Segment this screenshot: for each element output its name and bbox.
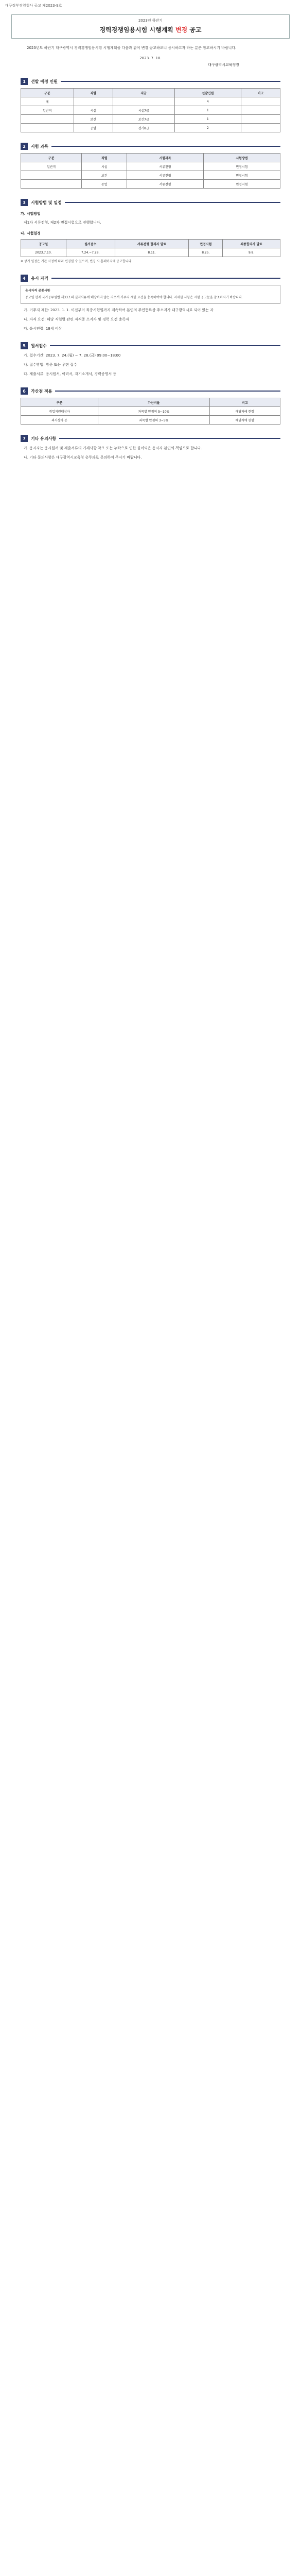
table-cell: 공업: [82, 180, 127, 189]
table-cell: 면접시험: [203, 171, 280, 180]
section-5-header: [21, 342, 280, 349]
table-cell: 8.11.: [115, 248, 189, 257]
section-7-header: [21, 435, 280, 442]
table-cell: 의사상자 등: [21, 416, 98, 425]
title-subtitle: 2023년 하반기: [138, 19, 163, 23]
title-box: [11, 14, 290, 39]
table-cell: 면접시험: [203, 162, 280, 171]
table-cell: 시설: [74, 106, 113, 115]
table-header: 면접시험: [189, 240, 223, 248]
section-number: 5: [21, 342, 28, 349]
table-row: [21, 124, 280, 132]
section-title: 가산점 적용: [31, 388, 52, 394]
list-item: 가. 응시자는 응시원서 및 제출서류의 기재사항 착오 또는 누락으로 인한 불이익은 응시자 본인의 책임으로 합니다.: [24, 446, 202, 450]
table-cell: [241, 115, 280, 124]
table-header: 선발인원: [174, 89, 241, 97]
schedule-table: [21, 239, 280, 257]
box-title: 응시자격 공통사항: [25, 289, 50, 293]
table-cell: 보건7급: [113, 115, 174, 124]
table-cell: 보건: [74, 115, 113, 124]
table-header: 직급: [113, 89, 174, 97]
method-text: 제1차 서류전형, 제2차 면접시험으로 진행합니다.: [24, 221, 101, 225]
table-cell: 2: [174, 124, 241, 132]
table-header: 시험과목: [127, 154, 204, 162]
section-6: [21, 387, 280, 425]
bonus-table: [21, 398, 280, 425]
table-header: 직렬: [74, 89, 113, 97]
section-number: 6: [21, 387, 28, 395]
table-header: 비고: [209, 398, 280, 407]
table-header: 시험방법: [203, 154, 280, 162]
box-text: 공고일 현재 국가공무원법 제33조의 결격사유에 해당하지 않는 자로서 거주지 제한 요건을 충족하여야 합니다. 자세한 사항은 시험 공고문을 참조하시기 바랍니다.: [25, 296, 243, 299]
doc-number: 대구정부경영청사 공고 제2023-9호: [5, 4, 62, 8]
section-rule: [50, 345, 280, 346]
intro-paragraph: 2023년도 하반기 대구광역시 경력경쟁임용시험 시행계획을 다음과 같이 변경 공고하오니 응시하고자 하는 분은 참고하시기 바랍니다.: [27, 46, 237, 50]
subsection-title: 가. 시험방법: [21, 212, 41, 216]
list-item: 나. 자격 요건: 해당 직렬별 관련 자격증 소지자 및 경력 요건 충족자: [24, 317, 129, 321]
table-header: 구분: [21, 154, 82, 162]
selection-table: [21, 88, 280, 132]
section-1: [21, 78, 280, 132]
notice-date: 2023. 7. 10.: [139, 56, 162, 60]
table-cell: 서류전형: [127, 180, 204, 189]
intro: [21, 45, 280, 51]
section-4-header: [21, 275, 280, 282]
section-title: 시험 과목: [31, 144, 48, 149]
table-header: 최종합격자 발표: [223, 240, 280, 248]
section-1-header: [21, 78, 280, 85]
table-cell: [241, 97, 280, 106]
section-title: 원서접수: [31, 343, 47, 348]
section-2-header: [21, 143, 280, 150]
table-row: [21, 115, 280, 124]
section-number: 3: [21, 199, 28, 206]
table-cell: 과목별 만점의 5~10%: [98, 407, 210, 416]
section-number: 2: [21, 143, 28, 150]
title-main-text: 경력경쟁임용시험 시행계획: [99, 26, 173, 33]
table-cell: 시설: [82, 162, 127, 171]
table-cell: 일반직: [21, 162, 82, 171]
table-cell: 7.24.~7.28.: [66, 248, 115, 257]
application-list: [24, 352, 280, 377]
section-rule: [65, 202, 280, 203]
table-header: 비고: [241, 89, 280, 97]
page-title: [12, 25, 289, 34]
table-cell: 과목별 만점의 3~5%: [98, 416, 210, 425]
table-cell: 전기8급: [113, 124, 174, 132]
table-cell: 4: [174, 97, 241, 106]
table-cell: 취업지원대상자: [21, 407, 98, 416]
section-3-header: [21, 199, 280, 206]
table-row: [21, 97, 280, 106]
table-cell: 공업: [74, 124, 113, 132]
section-6-header: [21, 387, 280, 395]
section-rule: [61, 81, 280, 82]
table-row: [21, 171, 280, 180]
section-rule: [51, 278, 280, 279]
section-5: [21, 342, 280, 377]
section-2: [21, 143, 280, 189]
table-row: [21, 106, 280, 115]
table-cell: 면접시험: [203, 180, 280, 189]
table-header: 구분: [21, 89, 74, 97]
table-cell: [241, 124, 280, 132]
table-cell: 보건: [82, 171, 127, 180]
list-item: 가. 접수기간: 2023. 7. 24.(월) ~ 7. 28.(금) 09:00~18:00: [24, 353, 121, 358]
section-rule: [55, 391, 280, 392]
section-3: [21, 199, 280, 264]
table-cell: 8.25.: [189, 248, 223, 257]
table-cell: 해당자에 한함: [209, 407, 280, 416]
title-end: 공고: [189, 26, 202, 33]
table-cell: 서류전형: [127, 162, 204, 171]
section-rule: [51, 146, 280, 147]
subject-table: [21, 153, 280, 189]
section-title: 선발 예정 인원: [31, 79, 58, 84]
table-header: 가산비율: [98, 398, 210, 407]
table-cell: [21, 115, 74, 124]
table-cell: [21, 124, 74, 132]
table-header: 서류전형 합격자 발표: [115, 240, 189, 248]
list-item: 나. 접수방법: 방문 또는 우편 접수: [24, 363, 77, 367]
table-cell: 서류전형: [127, 171, 204, 180]
section-title: 시험방법 및 일정: [31, 200, 62, 205]
section-4: [21, 275, 280, 332]
list-item: 가. 거주지 제한: 2023. 1. 1. 이전부터 최종시험일까지 계속하여 본인의 주민등록상 주소지가 대구광역시로 되어 있는 자: [24, 308, 214, 312]
table-cell: [113, 97, 174, 106]
section-number: 4: [21, 275, 28, 282]
notice-org: 대구광역시교육청장: [208, 63, 239, 67]
list-item: 다. 제출서류: 응시원서, 이력서, 자기소개서, 경력증명서 등: [24, 372, 117, 376]
notes-list: [24, 445, 280, 461]
table-cell: 계: [21, 97, 74, 106]
section-number: 7: [21, 435, 28, 442]
section-7: [21, 435, 280, 461]
table-cell: 2023.7.10.: [21, 248, 66, 257]
table-row: [21, 248, 280, 257]
section-rule: [59, 438, 280, 439]
section-title: 기타 유의사항: [31, 436, 57, 441]
title-highlight: 변경: [175, 26, 188, 33]
table-row: [21, 162, 280, 171]
table-header: 구분: [21, 398, 98, 407]
table-cell: 1: [174, 115, 241, 124]
table-cell: 일반직: [21, 106, 74, 115]
table-row: [21, 416, 280, 425]
schedule-note: ※ 상기 일정은 기관 사정에 따라 변경될 수 있으며, 변경 시 홈페이지에 공고합니다.: [21, 260, 133, 263]
list-item: 나. 기타 문의사항은 대구광역시교육청 총무과로 문의하여 주시기 바랍니다.: [24, 455, 142, 460]
table-row: [21, 180, 280, 189]
section-title: 응시 자격: [31, 276, 48, 281]
subsection-title: 나. 시험일정: [21, 231, 41, 235]
table-cell: 시설7급: [113, 106, 174, 115]
eligibility-box: [21, 285, 280, 304]
table-cell: 해당자에 한함: [209, 416, 280, 425]
eligibility-list: [24, 307, 280, 332]
table-cell: [241, 106, 280, 115]
table-cell: 9.8.: [223, 248, 280, 257]
table-row: [21, 407, 280, 416]
table-cell: [74, 97, 113, 106]
table-header: 공고일: [21, 240, 66, 248]
table-cell: [21, 180, 82, 189]
table-header: 직렬: [82, 154, 127, 162]
section-number: 1: [21, 78, 28, 85]
table-cell: 1: [174, 106, 241, 115]
table-header: 원서접수: [66, 240, 115, 248]
table-cell: [21, 171, 82, 180]
list-item: 다. 응시연령: 18세 이상: [24, 327, 62, 331]
